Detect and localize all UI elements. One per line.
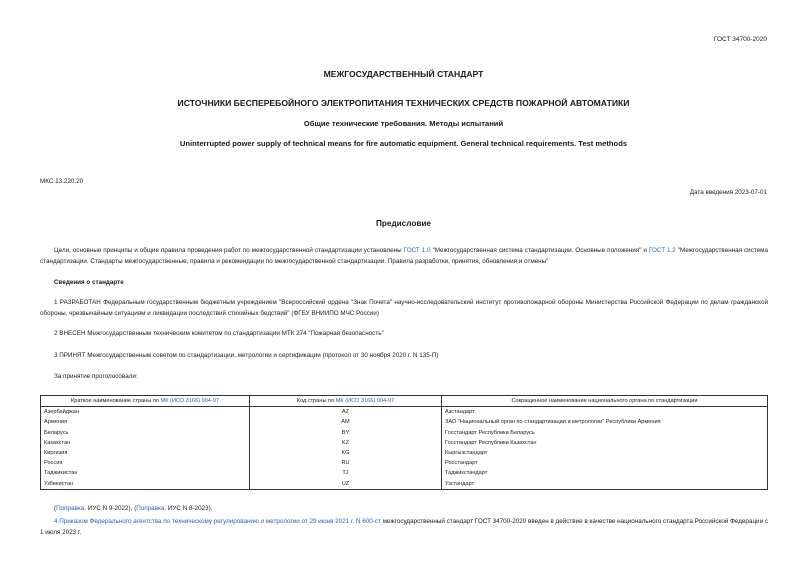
voting-countries-table: [40, 395, 768, 490]
table-row: Таджикистан TJ Таджикстандарт: [41, 468, 768, 478]
amendment-link[interactable]: Поправка: [136, 505, 165, 512]
amendment-link[interactable]: Поправка: [56, 505, 85, 512]
mks-code: МКС 13.220.20: [40, 178, 84, 185]
enacted-paragraph: 4 Приказом Федерального агентства по техническому регулированию и метрологии от 29 июня 2021 г. N 600-ст межгосударственный стандарт ГОСТ 34700-2020 введен в действие в качестве национального стандарта Российской Федерации с 1 июля 2023 г.: [40, 518, 768, 536]
standard-type-title: МЕЖГОСУДАРСТВЕННЫЙ СТАНДАРТ: [323, 69, 484, 79]
table-row: Казахстан KZ Госстандарт Республики Казахстан: [41, 438, 768, 448]
col-country-code-header: Код страны по МК (ИСО 3166) 004-97: [250, 396, 442, 407]
preface-heading: Предисловие: [376, 219, 431, 228]
intro-date: Дата введения 2023-07-01: [689, 189, 767, 196]
table-row: Киргизия KG Кыргызстандарт: [41, 448, 768, 458]
amendments-line: (Поправка. ИУС N 9-2022), (Поправка. ИУС N 8-2023).: [54, 505, 213, 512]
mk-iso-3166-link[interactable]: МК (ИСО 3166) 004-97: [160, 398, 219, 405]
table-row: Узбекистан UZ Узстандарт: [41, 479, 768, 490]
col-national-body-header: Сокращенное наименование национального органа по стандартизации: [442, 396, 768, 407]
gost-code: ГОСТ 34700-2020: [713, 36, 767, 43]
main-title: ИСТОЧНИКИ БЕСПЕРЕБОЙНОГО ЭЛЕКТРОПИТАНИЯ ТЕХНИЧЕСКИХ СРЕДСТВ ПОЖАРНОЙ АВТОМАТИКИ: [177, 98, 630, 108]
subtitle-en: Uninterrupted power supply of technical means for fire automatic equipment. General technical requirements. Test methods: [179, 139, 628, 148]
table-row: Азербайджан AZ Азстандарт: [41, 407, 768, 418]
gost-1-0-link[interactable]: ГОСТ 1.0: [403, 247, 431, 254]
introduced-by-paragraph: 2 ВНЕСЕН Межгосударственным техническим комитетом по стандартизации МТК 274 "Пожарная безопасность": [54, 330, 384, 337]
table-row: Армения AM ЗАО "Национальный орган по стандартизации и метрологии" Республики Армения: [41, 417, 768, 427]
gost-1-2-link[interactable]: ГОСТ 1.2: [648, 247, 676, 254]
subtitle-ru: Общие технические требования. Методы испытаний: [303, 119, 504, 128]
preface-paragraph-goals: Цели, основные принципы и общие правила проведения работ по межгосударственной стандартизации установлены ГОСТ 1.0 "Межгосударственная система стандартизации. Основные положения" и ГОСТ 1.2 "Межгосударственная система стандартизации. Стандарты межгосударственные, правила и рекомендации по межгосударственной стандартизации. Правила разработки, принятия, обновления и отмены": [40, 247, 768, 265]
mk-iso-3166-link[interactable]: МК (ИСО 3166) 004-97: [335, 398, 395, 405]
table-row: Россия RU Росстандарт: [41, 458, 768, 468]
voted-for-label: За принятие проголосовали:: [54, 373, 138, 380]
table-row: Беларусь BY Госстандарт Республики Беларусь: [41, 428, 768, 438]
standard-info-heading: Сведения о стандарте: [54, 279, 124, 286]
developed-by-paragraph: 1 РАЗРАБОТАН Федеральным государственным бюджетным учреждением "Всероссийский ордена "Знак Почета" научно-исследовательский институт противопожарной обороны Министерства Российской Федерации по делам гражданской обороны, чрезвычайным ситуациям и ликвидации последствий стихийных бедствий" (ФГБУ ВНИИПО МЧС России): [40, 299, 768, 317]
col-country-name-header: Краткое наименование страны по МК (ИСО 3166) 004-97: [41, 396, 250, 407]
table-header-row: [41, 396, 768, 407]
rosstandart-order-link[interactable]: 4 Приказом Федерального агентства по техническому регулированию и метрологии от 29 июня 2021 г. N 600-ст: [54, 518, 381, 525]
adopted-by-paragraph: 3 ПРИНЯТ Межгосударственным советом по стандартизации, метрологии и сертификации (протокол от 30 ноября 2020 г. N 135-П): [54, 352, 439, 359]
